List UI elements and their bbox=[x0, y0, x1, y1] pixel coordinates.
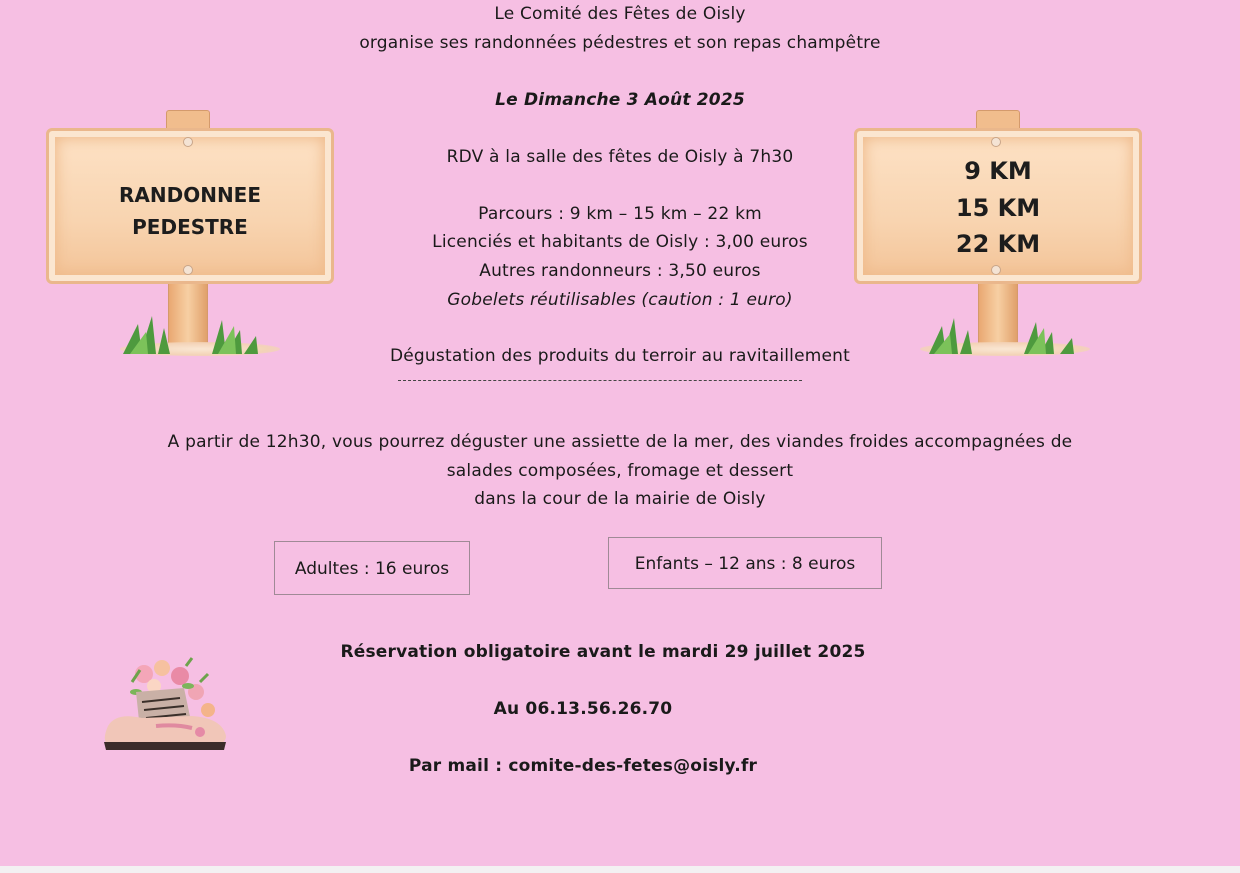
dashed-divider bbox=[398, 380, 802, 381]
subtitle-line: organise ses randonnées pédestres et son repas champêtre bbox=[359, 33, 881, 53]
reservation-phone: Au 06.13.56.26.70 bbox=[493, 699, 673, 719]
distance-9km: 9 KM bbox=[964, 157, 1032, 185]
rdv-line: RDV à la salle des fêtes de Oisly à 7h30 bbox=[446, 147, 794, 167]
distance-22km: 22 KM bbox=[955, 230, 1041, 258]
reservation-email: Par mail : comite-des-fetes@oisly.fr bbox=[408, 756, 758, 776]
nail-icon bbox=[183, 137, 193, 147]
reservation-deadline: Réservation obligatoire avant le mardi 29 juillet 2025 bbox=[340, 642, 866, 662]
repas-line2: salades composées, fromage et dessert bbox=[446, 461, 794, 481]
nail-icon bbox=[991, 137, 1001, 147]
tarif-autres-line: Autres randonneurs : 3,50 euros bbox=[479, 261, 761, 281]
parcours-line: Parcours : 9 km – 15 km – 22 km bbox=[478, 204, 762, 224]
organizer-line: Le Comité des Fêtes de Oisly bbox=[494, 4, 746, 24]
degustation-line: Dégustation des produits du terroir au ravitaillement bbox=[389, 346, 851, 366]
repas-line3: dans la cour de la mairie de Oisly bbox=[474, 489, 766, 509]
price-adultes: Adultes : 16 euros bbox=[274, 541, 470, 595]
gobelets-line: Gobelets réutilisables (caution : 1 euro) bbox=[447, 290, 793, 310]
left-sign-line1: RANDONNEE bbox=[118, 183, 262, 207]
distance-15km: 15 KM bbox=[955, 194, 1041, 222]
repas-line1: A partir de 12h30, vous pourrez déguster une assiette de la mer, des viandes froides accompagnées de bbox=[167, 432, 1073, 452]
left-sign-line2: PEDESTRE bbox=[132, 215, 248, 239]
price-enfants: Enfants – 12 ans : 8 euros bbox=[608, 537, 882, 589]
tarif-licencies-line: Licenciés et habitants de Oisly : 3,00 euros bbox=[432, 232, 808, 252]
event-date: Le Dimanche 3 Août 2025 bbox=[495, 90, 745, 110]
